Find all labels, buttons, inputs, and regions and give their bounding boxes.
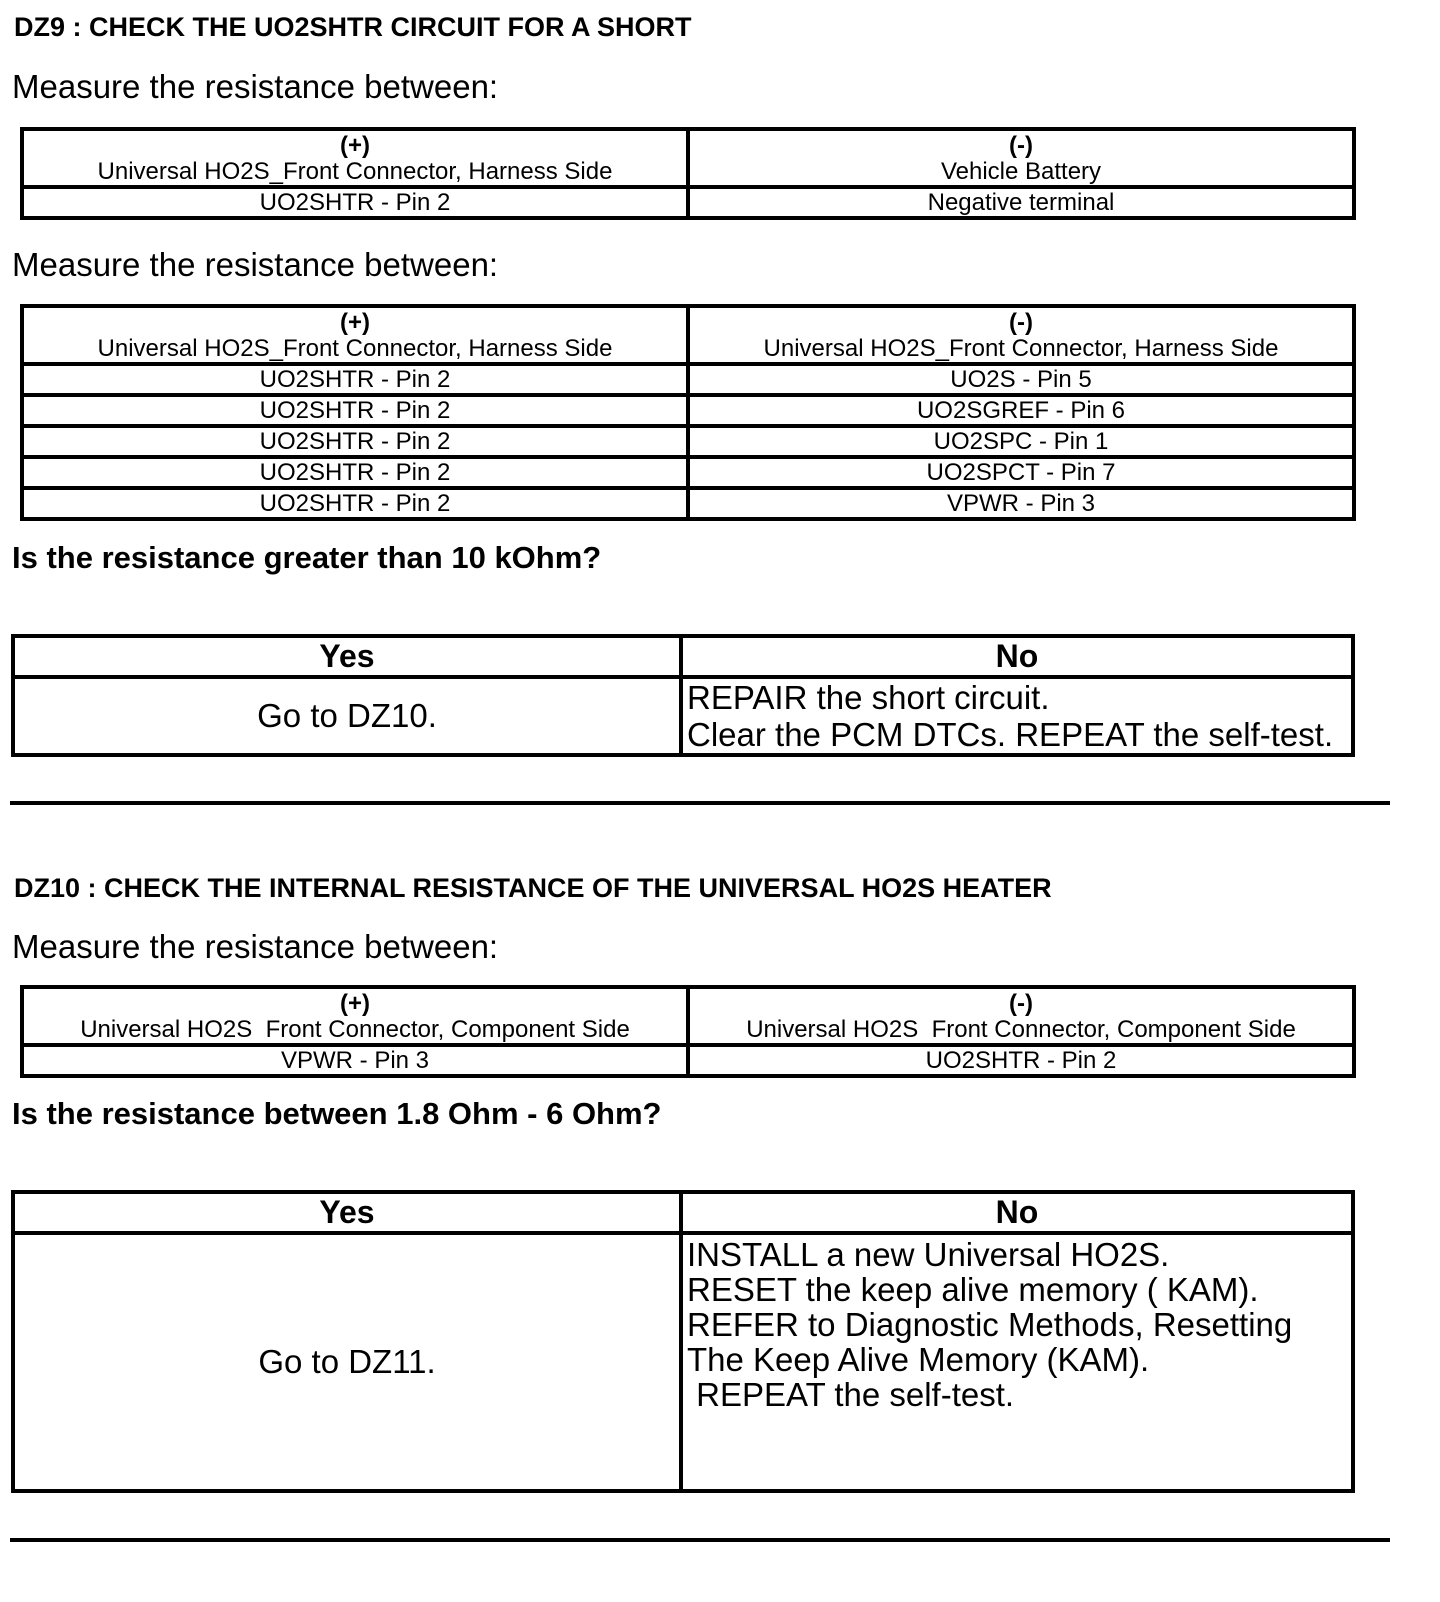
minus-sign: (-) [1009,308,1033,336]
minus-sign: (-) [1009,989,1033,1017]
plus-sign: (+) [340,989,370,1017]
table-row [22,426,1354,457]
table-cell: UO2SGREF - Pin 6 [688,395,1354,426]
dz10-question: Is the resistance between 1.8 Ohm - 6 Ohm? [12,1096,662,1131]
dz9-measure-instruction-2: Measure the resistance between: [12,246,499,283]
minus-probe-header [688,306,1354,364]
table-cell: UO2SHTR - Pin 2 [22,364,688,395]
no-action-line: REFER to Diagnostic Methods, Resetting [687,1306,1293,1343]
no-action-line: The Keep Alive Memory (KAM). [687,1341,1150,1378]
no-header: No [681,1192,1353,1233]
table-cell: VPWR - Pin 3 [22,1045,688,1076]
dz10-step-title: DZ10 : CHECK THE INTERNAL RESISTANCE OF THE UNIVERSAL HO2S HEATER [14,873,1052,903]
table-cell: UO2SHTR - Pin 2 [22,488,688,519]
table-cell: UO2SHTR - Pin 2 [688,1045,1354,1076]
no-action [681,677,1353,755]
table-row [22,488,1354,519]
table-cell: VPWR - Pin 3 [688,488,1354,519]
plus-probe-header [22,987,688,1045]
no-action-line: REPAIR the short circuit. [687,679,1050,716]
dz9-step-title: DZ9 : CHECK THE UO2SHTR CIRCUIT FOR A SHORT [14,12,692,42]
table-cell: Negative terminal [688,187,1354,218]
table-cell: UO2SHTR - Pin 2 [22,457,688,488]
table-cell: UO2SPC - Pin 1 [688,426,1354,457]
minus-sign: (-) [1009,131,1033,159]
minus-probe-header [688,129,1354,187]
plus-probe-header [22,129,688,187]
minus-connector-label: Vehicle Battery [940,157,1102,185]
table-row [22,457,1354,488]
yes-header: Yes [13,636,681,677]
table-cell: UO2SHTR - Pin 2 [22,395,688,426]
plus-connector-label: Universal HO2S_Front Connector, Harness Side [97,334,613,362]
section-divider [10,1538,1390,1542]
plus-sign: (+) [340,308,370,336]
dz9-pin-measurement-table [20,304,1356,521]
table-cell: UO2SPCT - Pin 7 [688,457,1354,488]
dz9-yes-no-table [11,634,1355,757]
yes-action: Go to DZ10. [13,677,681,755]
dz9-battery-measurement-table [20,127,1356,220]
plus-probe-header [22,306,688,364]
table-row [22,395,1354,426]
table-cell: UO2S - Pin 5 [688,364,1354,395]
yes-action: Go to DZ11. [13,1233,681,1491]
table-row [22,1045,1354,1076]
minus-connector-label: Universal HO2S Front Connector, Component Side [746,1015,1296,1043]
dz9-question: Is the resistance greater than 10 kOhm? [12,540,602,575]
table-row [22,364,1354,395]
plus-sign: (+) [340,131,370,159]
minus-connector-label: Universal HO2S_Front Connector, Harness Side [763,334,1279,362]
dz10-heater-measurement-table [20,985,1356,1078]
dz10-yes-no-table [11,1190,1355,1493]
plus-connector-label: Universal HO2S_Front Connector, Harness Side [97,157,613,185]
plus-connector-label: Universal HO2S Front Connector, Component Side [80,1015,630,1043]
dz9-measure-instruction-1: Measure the resistance between: [12,68,499,105]
yes-header: Yes [13,1192,681,1233]
no-action-line: INSTALL a new Universal HO2S. [687,1236,1170,1273]
no-action-line: Clear the PCM DTCs. REPEAT the self-test. [687,716,1334,753]
dz10-measure-instruction: Measure the resistance between: [12,928,499,965]
section-divider [10,801,1390,805]
no-action-line: RESET the keep alive memory ( KAM). [687,1271,1259,1308]
minus-probe-header [688,987,1354,1045]
table-cell: UO2SHTR - Pin 2 [22,426,688,457]
no-action-line: REPEAT the self-test. [687,1376,1015,1413]
no-header: No [681,636,1353,677]
table-cell: UO2SHTR - Pin 2 [22,187,688,218]
no-action [681,1233,1353,1491]
